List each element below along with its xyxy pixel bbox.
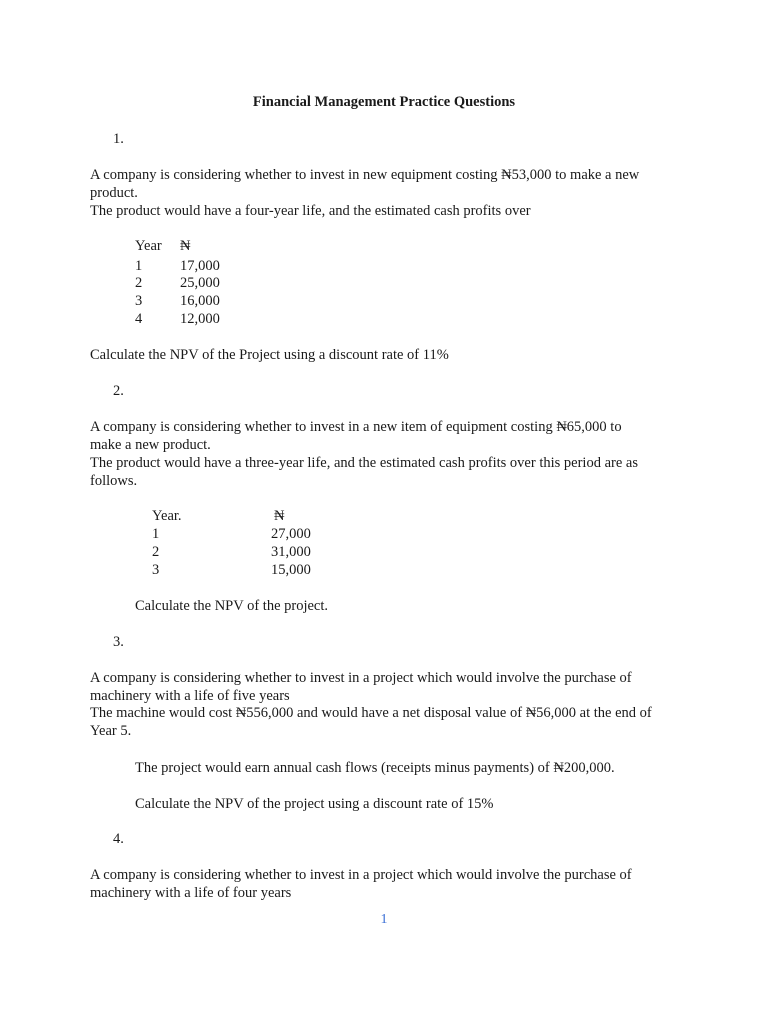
- question-1-text-line-1: A company is considering whether to invest in new equipment costing ₦53,000 to make a new: [90, 167, 640, 183]
- table-row-amount: 27,000: [271, 526, 311, 542]
- question-1-text-line-2: product.: [90, 185, 138, 201]
- question-2-text-line-4: follows.: [90, 473, 138, 489]
- table-row-year: 3: [152, 562, 160, 578]
- question-2-text-line-3: The product would have a three-year life, and the estimated cash profits over this period are as: [90, 455, 638, 471]
- question-2-number: 2.: [113, 383, 124, 399]
- table-row-amount: 15,000: [271, 562, 311, 578]
- question-4-text-line-2: machinery with a life of four years: [90, 885, 292, 901]
- table-row-year: 4: [135, 311, 143, 327]
- question-3-text-line-1: A company is considering whether to invest in a project which would involve the purchase of: [90, 670, 632, 686]
- table-row-amount: 12,000: [180, 311, 220, 327]
- table-header-amount: ₦: [180, 238, 191, 254]
- table-row-year: 1: [135, 258, 143, 274]
- table-row-amount: 25,000: [180, 275, 220, 291]
- question-2-prompt: Calculate the NPV of the project.: [135, 598, 329, 614]
- question-3-text-line-3: The machine would cost ₦556,000 and would have a net disposal value of ₦56,000 at the end of: [90, 705, 652, 721]
- table-row-year: 2: [135, 275, 143, 291]
- table-row-year: 2: [152, 544, 160, 560]
- question-3-text-line-5: The project would earn annual cash flows (receipts minus payments) of ₦200,000.: [135, 760, 615, 776]
- question-3-prompt: Calculate the NPV of the project using a discount rate of 15%: [135, 796, 494, 812]
- table-row-amount: 31,000: [271, 544, 311, 560]
- table-row-year: 1: [152, 526, 160, 542]
- table-row-amount: 17,000: [180, 258, 220, 274]
- question-1-prompt: Calculate the NPV of the Project using a discount rate of 11%: [90, 347, 449, 363]
- question-3-text-line-2: machinery with a life of five years: [90, 688, 290, 704]
- question-1-number: 1.: [113, 131, 124, 147]
- question-1-text-line-3: The product would have a four-year life, and the estimated cash profits over: [90, 203, 531, 219]
- page-number: 1: [380, 912, 388, 927]
- table-header-year: Year.: [152, 508, 182, 524]
- table-header-amount: ₦: [274, 508, 285, 524]
- question-2-text-line-2: make a new product.: [90, 437, 211, 453]
- table-header-year: Year: [135, 238, 162, 254]
- question-2-text-line-1: A company is considering whether to invest in a new item of equipment costing ₦65,000 to: [90, 419, 622, 435]
- question-3-number: 3.: [113, 634, 124, 650]
- document-title: Financial Management Practice Questions: [252, 94, 516, 110]
- question-3-text-line-4: Year 5.: [90, 723, 132, 739]
- table-row-year: 3: [135, 293, 143, 309]
- question-4-number: 4.: [113, 831, 124, 847]
- table-row-amount: 16,000: [180, 293, 220, 309]
- question-4-text-line-1: A company is considering whether to invest in a project which would involve the purchase of: [90, 867, 632, 883]
